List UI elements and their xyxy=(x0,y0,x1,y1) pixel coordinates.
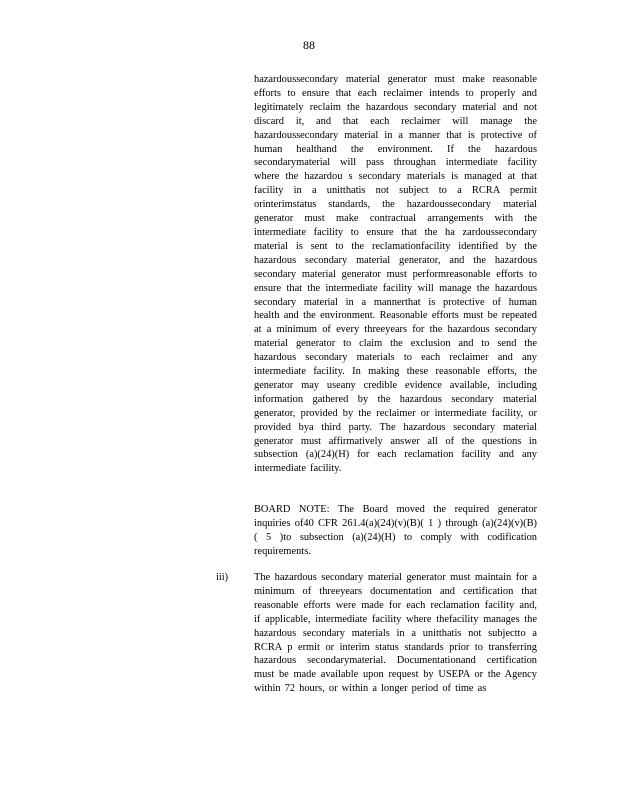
main-paragraph-text: hazardoussecondary material generator must make reasonable efforts to ensure that each reclaimer intends to properly and legitimately reclaim the hazardous secondary material and not discard it, and that each reclaimer will manage the hazardoussecondary material in a manner that is protective of human healthand the environment. If the hazardous secondarymaterial will pass throughan intermediate facility where the hazardou s secondary materials is managed at that facility in a unitthatis not subject to a RCRA permit orinterimstatus standards, the hazardoussecondary material generator must make contractual arrangements with the intermediate facility to ensure that the ha zardoussecondary material is sent to the reclamationfacility identified by the hazardous secondary material generator, and the hazardous secondary material generator must performreasonable efforts to ensure that the intermediate facility will manage the hazardous secondary material in a mannerthat is protective of human health and the environment. Reasonable efforts must be repeated at a minimum of every threeyears for the hazardous secondary material generator to claim the exclusion and to send the hazardous secondary materials to each reclaimer and any intermediate facility. In making these reasonable efforts, the generator may useany credible evidence available, including information gathered by the hazardous secondary material generator, provided by the reclaimer or intermediate facility, or provided bya third party. The hazardous secondary material generator must affirmatively answer all of the questions in subsection (a)(24)(H) for each reclamation facility and any intermediate facility. xyxy=(254,74,537,475)
list-item-label-iii: iii) xyxy=(216,572,229,583)
board-note-text: BOARD NOTE: The Board moved the required generator inquiries of40 CFR 261.4(a)(24)(v)(B)( 1 ) through (a)(24)(v)(B)( 5 )to subsection (a)(24)(H) to comply with codification requirements. xyxy=(254,504,537,557)
list-item-iii xyxy=(254,571,537,696)
board-note xyxy=(254,503,537,559)
main-paragraph xyxy=(254,73,537,476)
list-item-iii-text: The hazardous secondary material generator must maintain for a minimum of threeyears documentation and certification that reasonable efforts were made for each reclamation facility and, if applicable, intermediate facility where thefacility manages the hazardous secondary materials in a unitthatis not subjectto a RCRA p ermit or interim status standards prior to transferring hazardous secondarymaterial. Documentationand certification must be made available upon request by USEPA or the Agency within 72 hours, or within a longer period of time as xyxy=(254,572,537,695)
page-number: 88 xyxy=(303,38,315,52)
